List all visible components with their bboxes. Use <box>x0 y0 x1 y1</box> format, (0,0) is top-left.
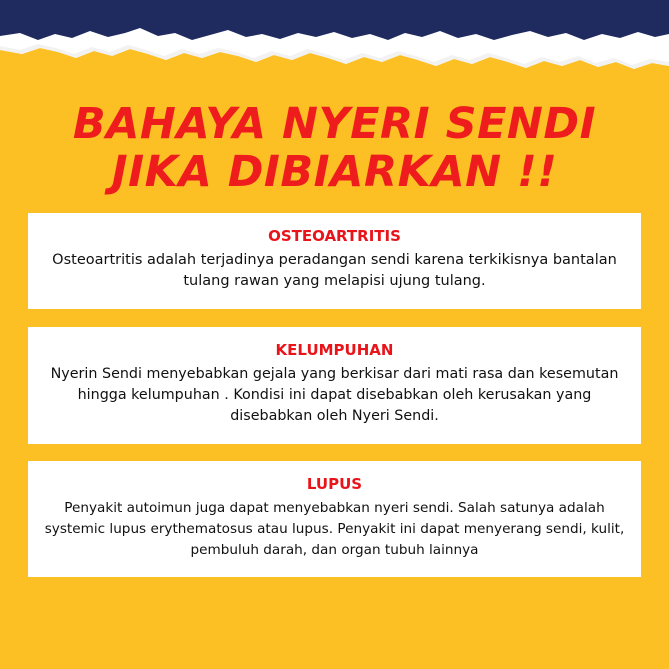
card-body: Osteoartritis adalah terjadinya peradangan sendi karena terkikisnya bantalan tulang rawan yang melapisi ujung tulang. <box>52 252 617 289</box>
card-heading: KELUMPUHAN <box>275 341 394 359</box>
torn-paper-header <box>0 0 669 90</box>
title-line-2: JIKA DIBIARKAN !! <box>111 147 558 197</box>
title-line-1: BAHAYA NYERI SENDI <box>72 99 597 149</box>
card-heading: OSTEOARTRITIS <box>268 227 401 245</box>
page-title <box>0 100 669 196</box>
card-lupus <box>28 461 641 577</box>
card-body: Nyerin Sendi menyebabkan gejala yang berkisar dari mati rasa dan kesemutan hingga kelumpuhan . Kondisi ini dapat disebabkan oleh kerusakan yang disebabkan oleh Nyeri Sendi. <box>50 366 619 424</box>
card-heading: LUPUS <box>306 475 363 493</box>
card-osteoartritis <box>28 213 641 309</box>
card-kelumpuhan <box>28 327 641 444</box>
card-body: Penyakit autoimun juga dapat menyebabkan nyeri sendi. Salah satunya adalah systemic lupus erythematosus atau lupus. Penyakit ini dapat menyerang sendi, kulit, pembuluh darah, dan organ tubuh lainnya <box>44 500 625 558</box>
